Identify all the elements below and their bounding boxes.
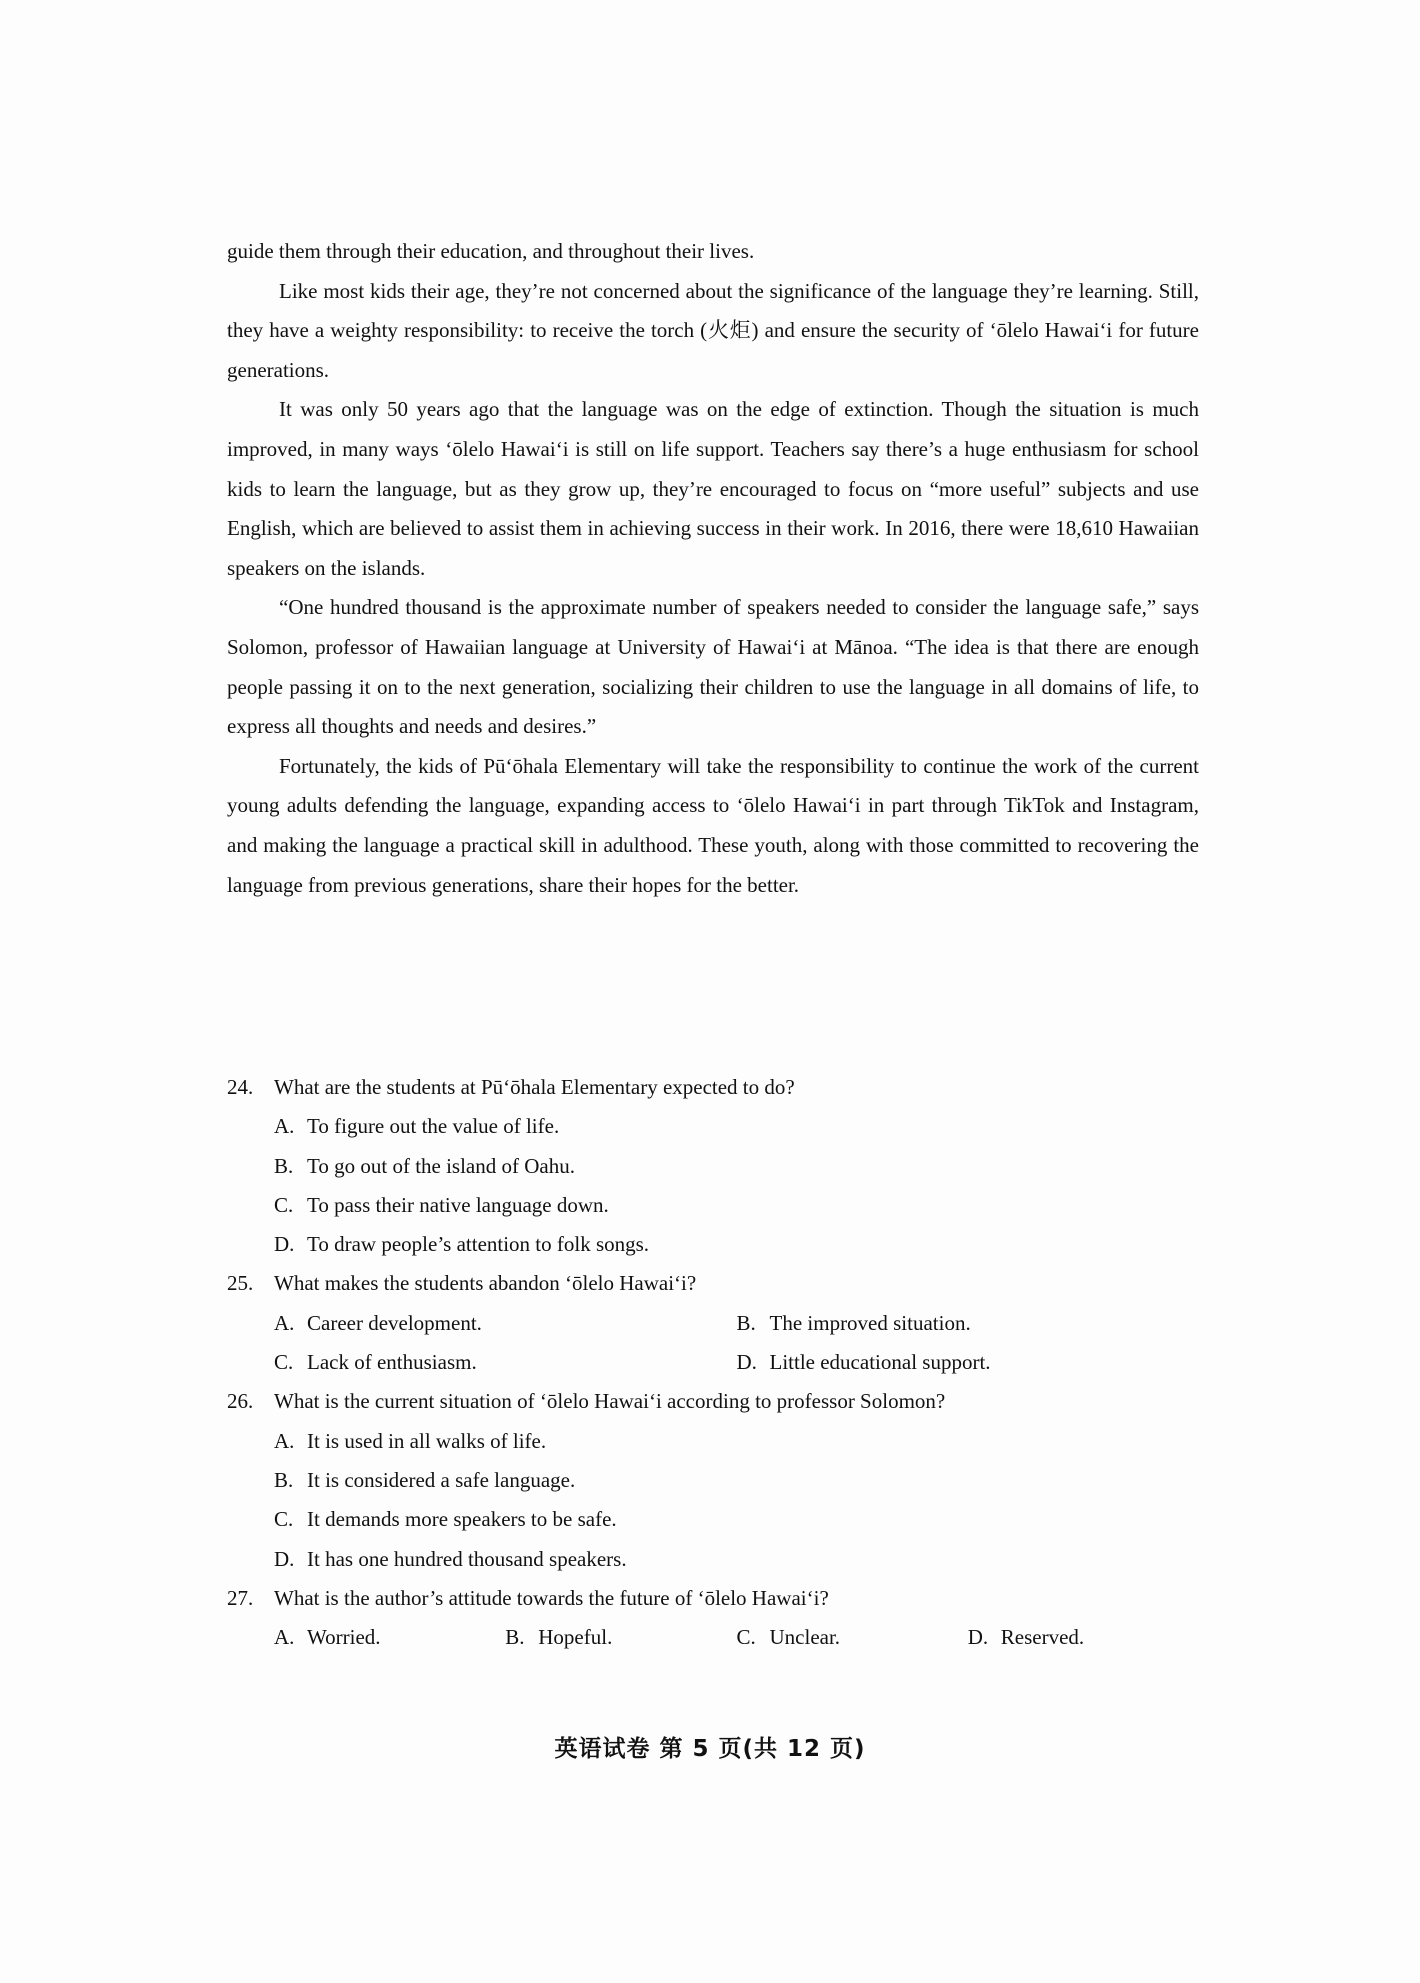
question-stem: What is the author’s attitude towards the future of ‘ōlelo Hawai‘i? <box>274 1585 829 1610</box>
question-27 <box>227 1579 1199 1658</box>
question-number: 26. <box>227 1389 254 1414</box>
question-26 <box>227 1382 1199 1578</box>
option-d: D. It has one hundred thousand speakers. <box>274 1546 627 1571</box>
reading-passage <box>227 232 1199 905</box>
question-number: 25. <box>227 1271 254 1296</box>
option-b: B. Hopeful. <box>505 1625 613 1650</box>
option-b: B. The improved situation. <box>736 1310 971 1335</box>
passage-paragraph: “One hundred thousand is the approximate number of speakers needed to consider the language safe,” says Solomon, professor of Hawaiian language at University of Hawai‘i at Mānoa. “The idea is that there are enough people passing it on to the next generation, socializing their children to use the language in all domains of life, to express all thoughts and needs and desires.” <box>227 595 1199 739</box>
option-c: C. Unclear. <box>736 1625 841 1650</box>
option-d: D. To draw people’s attention to folk songs. <box>274 1232 650 1257</box>
option-a: A. To figure out the value of life. <box>274 1114 560 1139</box>
option-a: A. It is used in all walks of life. <box>274 1428 547 1453</box>
passage-paragraph: Fortunately, the kids of Pū‘ōhala Elementary will take the responsibility to continue the work of the current young adults defending the language, expanding access to ‘ōlelo Hawai‘i in part through TikTok and Instagram, and making the language a practical skill in adulthood. These youth, along with those committed to recovering the language from previous generations, share their hopes for the better. <box>227 753 1199 897</box>
page-footer: 英语试卷 第 5 页(共 12 页) <box>554 1736 866 1762</box>
question-stem: What are the students at Pū‘ōhala Elementary expected to do? <box>274 1075 795 1099</box>
option-a: A. Worried. <box>274 1625 381 1650</box>
option-b: B. It is considered a safe language. <box>274 1467 576 1492</box>
question-25 <box>227 1264 1199 1382</box>
option-a: A. Career development. <box>274 1310 482 1335</box>
option-d: D. Reserved. <box>967 1625 1085 1650</box>
question-stem: What is the current situation of ‘ōlelo Hawai‘i according to professor Solomon? <box>274 1389 946 1414</box>
option-b: B. To go out of the island of Oahu. <box>274 1153 575 1178</box>
option-c: C. To pass their native language down. <box>274 1192 609 1217</box>
option-c: C. Lack of enthusiasm. <box>274 1350 477 1375</box>
passage-paragraph: guide them through their education, and throughout their lives. <box>227 239 755 263</box>
question-stem: What makes the students abandon ‘ōlelo Hawai‘i? <box>274 1271 697 1296</box>
question-list <box>227 1068 1199 1657</box>
question-number: 27. <box>227 1585 254 1610</box>
option-c: C. It demands more speakers to be safe. <box>274 1507 617 1532</box>
question-24 <box>227 1068 1199 1264</box>
passage-paragraph: Like most kids their age, they’re not concerned about the significance of the language they’re learning. Still, they have a weighty responsibility: to receive the torch (火炬) and ensure the security of ‘ōlelo Hawai‘i for future generations. <box>227 278 1199 382</box>
passage-paragraph: It was only 50 years ago that the language was on the edge of extinction. Though the situation is much improved, in many ways ‘ōlelo Hawai‘i is still on life support. Teachers say there’s a huge enthusiasm for school kids to learn the language, but as they grow up, they’re encouraged to focus on “more useful” subjects and use English, which are believed to assist them in achieving success in their work. In 2016, there were 18,610 Hawaiian speakers on the islands. <box>227 397 1199 580</box>
option-d: D. Little educational support. <box>736 1350 991 1375</box>
question-number: 24. <box>227 1075 254 1099</box>
